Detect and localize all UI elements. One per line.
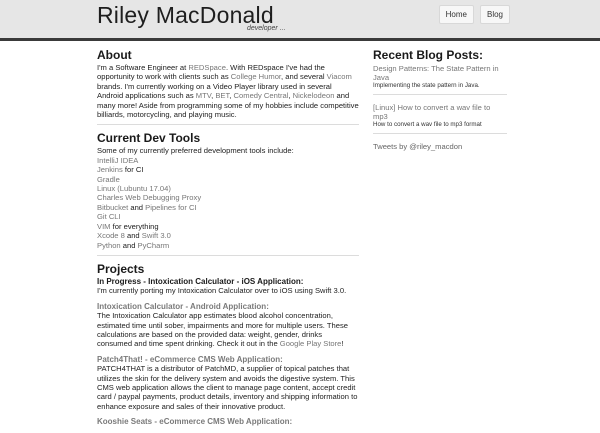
- list-item: Bitbucket and Pipelines for CI: [97, 202, 197, 212]
- nav-home-button[interactable]: Home: [439, 5, 474, 24]
- recent-posts-heading: Recent Blog Posts:: [373, 48, 484, 62]
- viacom-link[interactable]: Viacom: [326, 72, 352, 82]
- list-item: Jenkins for CI: [97, 165, 144, 175]
- blog-post-link[interactable]: Design Patterns: The State Pattern in Java: [373, 64, 499, 82]
- site-header: [0, 0, 600, 41]
- tool-link[interactable]: Xcode 8: [97, 231, 125, 241]
- divider: [97, 124, 359, 125]
- blog-post-link[interactable]: [Linux] How to convert a wav file to mp3: [373, 103, 491, 121]
- tool-link[interactable]: Charles Web Debugging Proxy: [97, 193, 202, 203]
- top-nav: [439, 5, 510, 24]
- blog-post-item: [373, 64, 507, 90]
- about-heading: About: [97, 48, 132, 62]
- bet-link[interactable]: BET: [215, 91, 230, 101]
- project-desc: The Intoxication Calculator app estimates blood alcohol concentration, estimated time until sober, impairments and more for multiple users. These calculations are based on the provided data: weight, gender, drinks consumed and time spent drinking. Check it out in the Google Play Store!: [97, 311, 348, 349]
- divider: [373, 94, 507, 95]
- tool-link[interactable]: Gradle: [97, 174, 120, 184]
- main-content: [97, 48, 359, 433]
- project-title: In Progress - Intoxication Calculator - iOS Application:: [97, 276, 304, 286]
- divider: [97, 255, 359, 256]
- tool-link[interactable]: VIM: [97, 221, 111, 231]
- project-title: Patch4That! - eCommerce CMS Web Application:: [97, 354, 283, 364]
- nav-blog-button[interactable]: Blog: [480, 5, 510, 24]
- site-tagline: developer ...: [247, 25, 286, 32]
- blog-post-desc: Implementing the state pattern in Java.: [373, 82, 480, 89]
- list-item: [97, 184, 359, 193]
- projects-heading: Projects: [97, 261, 145, 276]
- blog-post-desc: How to convert a wav file to mp3 format: [373, 121, 482, 128]
- tool-link[interactable]: Bitbucket: [97, 202, 129, 212]
- project-desc: PATCH4THAT is a distributor of PatchMD, a supplier of topical patches that utilizes the skin for the delivery system and avoids the digestive system. This CMS web application allows the client to manage page content, accept credit card / paypal payments, product details, inventory and shipping information to enhance exposure and sales of their innovative product.: [97, 364, 358, 411]
- project-desc: I'm currently porting my Intoxication Calculator over to iOS using Swift 3.0.: [97, 286, 347, 296]
- google-play-link[interactable]: Google Play Store: [279, 339, 342, 349]
- tools-list: [97, 156, 359, 250]
- tool-link[interactable]: Git CLI: [97, 212, 121, 222]
- project-item: [97, 355, 359, 411]
- list-item: [97, 175, 359, 184]
- tweets-link[interactable]: Tweets by @riley_macdon: [373, 142, 463, 151]
- mtv-link[interactable]: MTV: [195, 91, 212, 101]
- list-item: Python and PyCharm: [97, 240, 170, 250]
- comedy-central-link[interactable]: Comedy Central: [233, 91, 289, 101]
- project-item: [97, 417, 359, 426]
- project-item: [97, 302, 359, 349]
- sidebar: [373, 48, 507, 151]
- divider: [373, 133, 507, 134]
- tools-heading: Current Dev Tools: [97, 131, 201, 146]
- list-item: [97, 212, 359, 221]
- tool-link[interactable]: Python: [97, 240, 121, 250]
- list-item: [97, 193, 359, 202]
- redspace-link[interactable]: REDSpace: [188, 63, 226, 72]
- project-title: Intoxication Calculator - Android Application:: [97, 301, 269, 311]
- about-text: I'm a Software Engineer at REDSpace. With REDspace I've had the opportunity to work with clients such as College Humor, and several Viacom brands. I'm currently working on a Video Player library used in several Android applications such as MTV, BET, Comedy Central, Nickelodeon and many more! Aside from programming some of my hobbies include competitive billiards, motorcycling, and playing music.: [97, 63, 359, 120]
- tool-link[interactable]: IntelliJ IDEA: [97, 155, 139, 165]
- list-item: [97, 156, 359, 165]
- blog-post-item: [373, 103, 507, 129]
- list-item: Xcode 8 and Swift 3.0: [97, 231, 171, 241]
- list-item: VIM for everything: [97, 221, 159, 231]
- tools-intro: Some of my currently preferred development tools include:: [97, 146, 294, 156]
- project-item: [97, 277, 359, 296]
- tool-link[interactable]: Jenkins: [97, 165, 123, 175]
- project-title: Kooshie Seats - eCommerce CMS Web Application:: [97, 417, 293, 427]
- site-title[interactable]: Riley MacDonald: [97, 2, 274, 28]
- college-humor-link[interactable]: College Humor: [230, 72, 282, 82]
- tool-link[interactable]: Linux (Lubuntu 17.04): [97, 184, 171, 194]
- nickelodeon-link[interactable]: Nickelodeon: [292, 91, 335, 101]
